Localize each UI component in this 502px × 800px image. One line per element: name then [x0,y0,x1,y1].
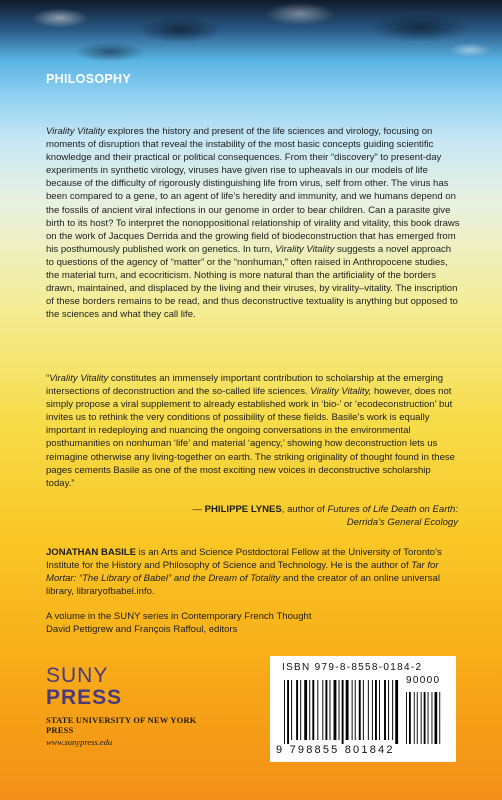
barcode-box [270,656,456,762]
barcode-number: 9 798855 801842 [276,744,395,756]
publisher-name: STATE UNIVERSITY OF NEW YORK PRESS [46,715,197,735]
barcode-bar [384,680,386,740]
barcode-bar [375,680,377,740]
book-title: Virality Vitality [275,243,335,255]
barcode-addon-bar [435,692,438,744]
barcode-bar [325,680,327,740]
barcode-bar [355,680,356,740]
logo-suny: SUNY [46,664,109,687]
barcode-bar [368,680,369,740]
barcode-bar [322,680,323,740]
quote-text: constitutes an immensely important contribution to scholarship at the emerging intersections of deconstruction and the so-called life sciences. [46,373,444,398]
barcode-bar [317,680,318,740]
series-line: A volume in the SUNY series in Contemporary French Thought [46,611,312,622]
barcode-icon [280,676,446,744]
barcode-bar [359,680,361,740]
bio-text: is an Arts and Science Postdoctoral Fellow at the University of Toronto’s Institute for the History and Philosophy of Science and Technology. He is the author of [46,547,442,572]
barcode-bar [352,680,353,740]
barcode-addon-bar [432,692,433,744]
attribution-dash: — [192,504,205,515]
barcode-addon-bar [421,692,422,744]
barcode-bar [304,680,307,740]
barcode-addon-bar [424,692,426,744]
reviewer-book-subtitle: Derrida’s General Ecology [346,517,458,528]
barcode-bar [379,680,380,740]
barcode-addon-bar [409,692,411,744]
reviewer-book-title: Futures of Life Death on Earth: [327,504,458,515]
barcode-bar [334,680,337,740]
barcode-bar [300,680,301,740]
barcode-bar [342,680,344,744]
barcode-addon-bar [414,692,415,744]
bio-text: and the creator of an online universal library, libraryofbabel.info. [46,573,440,598]
barcode-bar [291,680,292,740]
description-text: suggests a novel approach to questions of the agency of “matter” or the “nonhuman,” often raised in Anthropocene studies, the material turn, and ecocriticism. Nothing is more natural than the artificiality of the borders drawn, maintained, and displaced by the living and their viruses, by virality–vitality. The inscription of these borders remains to be read, and thus deconstructive textuality is anything but opposed to the sciences and what they call life. [46,243,458,321]
barcode-bar [312,680,314,740]
barcode-addon-bar [428,692,429,744]
series-editors: David Pettigrew and François Raffoul, editors [46,624,238,635]
barcode-bar [388,680,389,740]
logo-press: PRESS [46,686,123,709]
barcode-addon: 90000 [406,675,441,686]
publisher-logo [46,665,216,747]
quote-attribution [128,503,458,529]
barcode-bar [287,680,289,744]
barcode-bar [309,680,310,740]
author-bio [46,546,460,598]
barcode-bar [363,680,364,740]
barcode-bar [372,680,373,740]
cover-texture-image [0,0,502,70]
book-title: Virality Vitality [46,126,106,137]
barcode-bar [346,680,349,740]
barcode-addon-bar [439,692,440,744]
publisher-url: www.sunypress.edu [46,737,113,747]
category-label: PHILOSOPHY [46,72,131,86]
attribution-text: , author of [281,504,328,515]
barcode-bar [284,680,285,744]
series-info [46,610,466,636]
book-title: Virality Vitality [49,373,109,384]
quote-mark: “ [46,373,50,384]
book-title: Virality Vitality, [310,386,372,398]
author-other-book: Tar for Mortar: “The Library of Babel” and the Dream of Totality [46,560,439,585]
barcode-bar [392,680,393,740]
barcode-addon-bar [417,692,418,744]
barcode-bar [330,680,331,740]
description-text: explores the history and present of the life sciences and virology, focusing on moments of disruption that reveal the instability of the most basic concepts guiding scientific knowledge and their practical or political consequences. From their “discovery” to present-day experiments in synthetic virology, viruses have given rise to upheavals in our models of life because of the difficulty of rigorously distinguishing life from virus, self from other. The virus has been compared to a gene, to an agent of life’s heredity and immunity, and we humans depend on the fossils of ancient viral infections in our genome in order to bear children. Can a parasite give birth to its host? To interpret the nonoppositional relationship of virality and vitality, this book draws on the work of Jacques Derrida and the growing field of biodeconstruction that has emerged from his posthumously published work on genetics. In turn, [46,126,460,255]
isbn-label: ISBN 979-8-8558-0184-2 [282,662,423,673]
quote-text: however, does not simply propose a viral supplement to already established work in ‘bio-’ or ‘ecodeconstruction’ but invites us to rethink the very conditions of possibility of these fields. Basile’s work is equally important in redeploying and nuancing the ongoing conversations in the environmental posthumanities on nonhuman ‘life’ and material ‘agency,’ showing how deconstruction lets us reimagine otherwise any living-together on earth. The striking originality of thought found in these pages cements Basile as one of the most exciting new voices in deconstructive scholarship today.” [46,386,455,489]
book-description [46,125,460,321]
reviewer-name: PHILIPPE LYNES [204,504,282,515]
praise-quote [46,372,460,490]
barcode-bar [339,680,340,740]
barcode-bar [296,680,298,740]
barcode-addon-bar [406,692,407,744]
author-name: JONATHAN BASILE [46,547,136,558]
barcode-bar [395,680,398,744]
